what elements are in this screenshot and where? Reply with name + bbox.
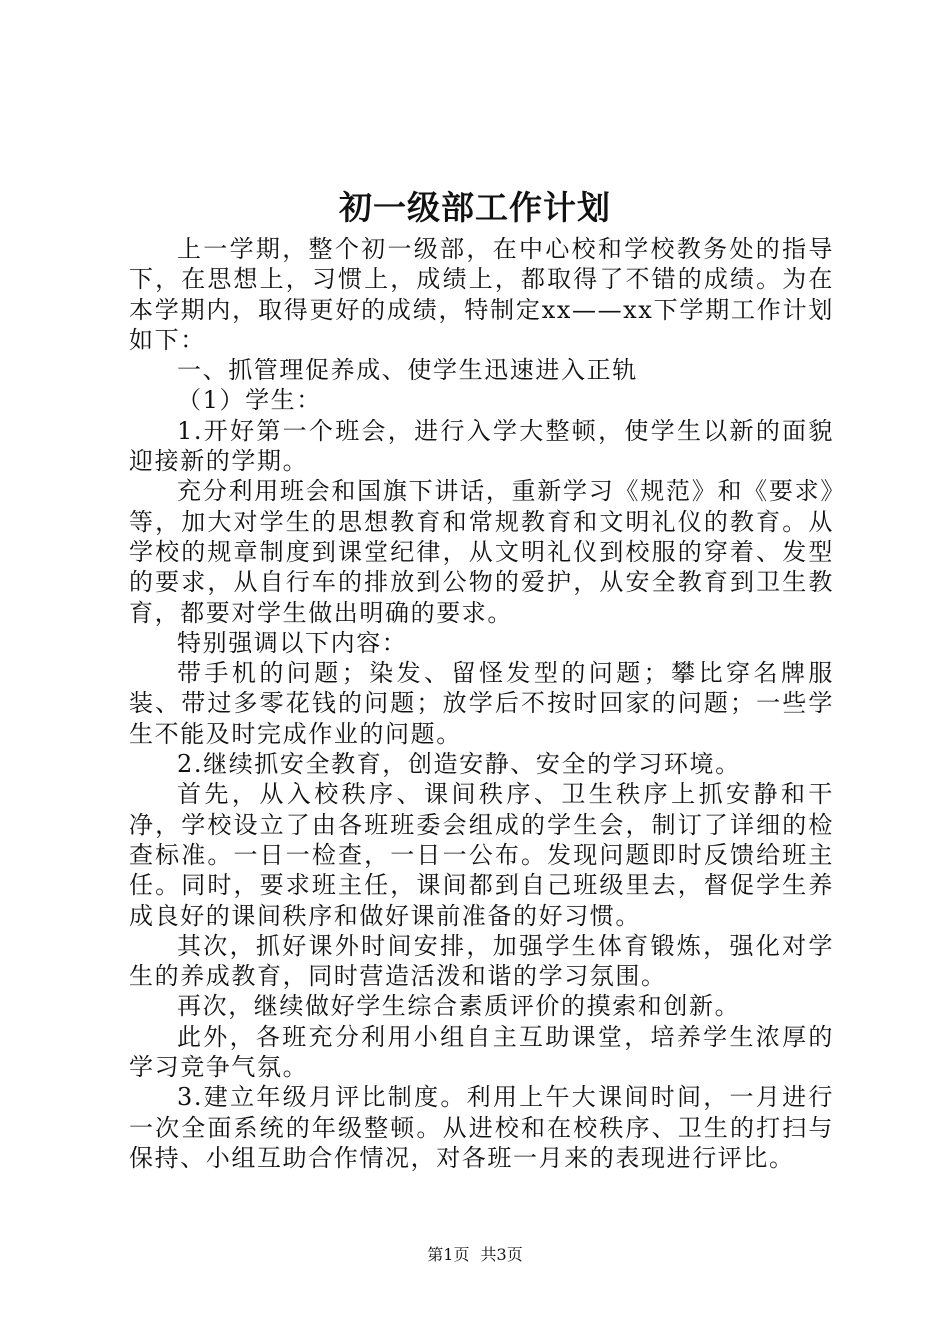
subsection-heading: （1）学生：	[177, 386, 322, 415]
paragraph: 2.继续抓安全教育，创造安静、安全的学习环境。	[177, 750, 741, 779]
paragraph: 首先，从入校秩序、课间秩序、卫生秩序上抓安静和干净，学校设立了由各班班委会组成的学生会，制订了详细的检查标准。一日一检查，一日一公布。发现问题即时反馈给班主任。同时，要求班主任，课间都到自己班级里去，督促学生养成良好的课间秩序和做好课前准备的好习惯。	[129, 780, 834, 930]
paragraph: 此外，各班充分利用小组自主互助课堂，培养学生浓厚的学习竞争气氛。	[129, 1022, 834, 1082]
paragraph: 特别强调以下内容：	[177, 628, 408, 657]
paragraph: 3.建立年级月评比制度。利用上午大课间时间，一月进行一次全面系统的年级整顿。从进校和在校秩序、卫生的打扫与保持、小组互助合作情况，对各班一月来的表现进行评比。	[129, 1083, 834, 1172]
paragraph: 带手机的问题；染发、留怪发型的问题；攀比穿名牌服装、带过多零花钱的问题；放学后不按时回家的问题；一些学生不能及时完成作业的问题。	[129, 659, 834, 748]
document-body	[129, 234, 834, 1173]
paragraph: 1.开好第一个班会，进行入学大整顿，使学生以新的面貌迎接新的学期。	[129, 416, 834, 476]
paragraph: 充分利用班会和国旗下讲话，重新学习《规范》和《要求》等，加大对学生的思想教育和常规教育和文明礼仪的教育。从学校的规章制度到课堂纪律，从文明礼仪到校服的穿着、发型的要求，从自行车的排放到公物的爱护，从安全教育到卫生教育，都要对学生做出明确的要求。	[129, 477, 834, 627]
section-heading: 一、抓管理促养成、使学生迅速进入正轨	[177, 356, 638, 385]
page-footer	[0, 1244, 950, 1266]
page-number: 第1页	[427, 1245, 470, 1264]
page-total: 共3页	[480, 1245, 523, 1264]
paragraph: 上一学期，整个初一级部，在中心校和学校教务处的指导下，在思想上，习惯上，成绩上，都取得了不错的成绩。为在本学期内，取得更好的成绩，特制定xx——xx下学期工作计划如下：	[129, 235, 834, 354]
document-title: 初一级部工作计划	[339, 188, 611, 227]
paragraph: 再次，继续做好学生综合素质评价的摸索和创新。	[177, 992, 741, 1021]
paragraph: 其次，抓好课外时间安排，加强学生体育锻炼，强化对学生的养成教育，同时营造活泼和谐的学习氛围。	[129, 931, 834, 991]
